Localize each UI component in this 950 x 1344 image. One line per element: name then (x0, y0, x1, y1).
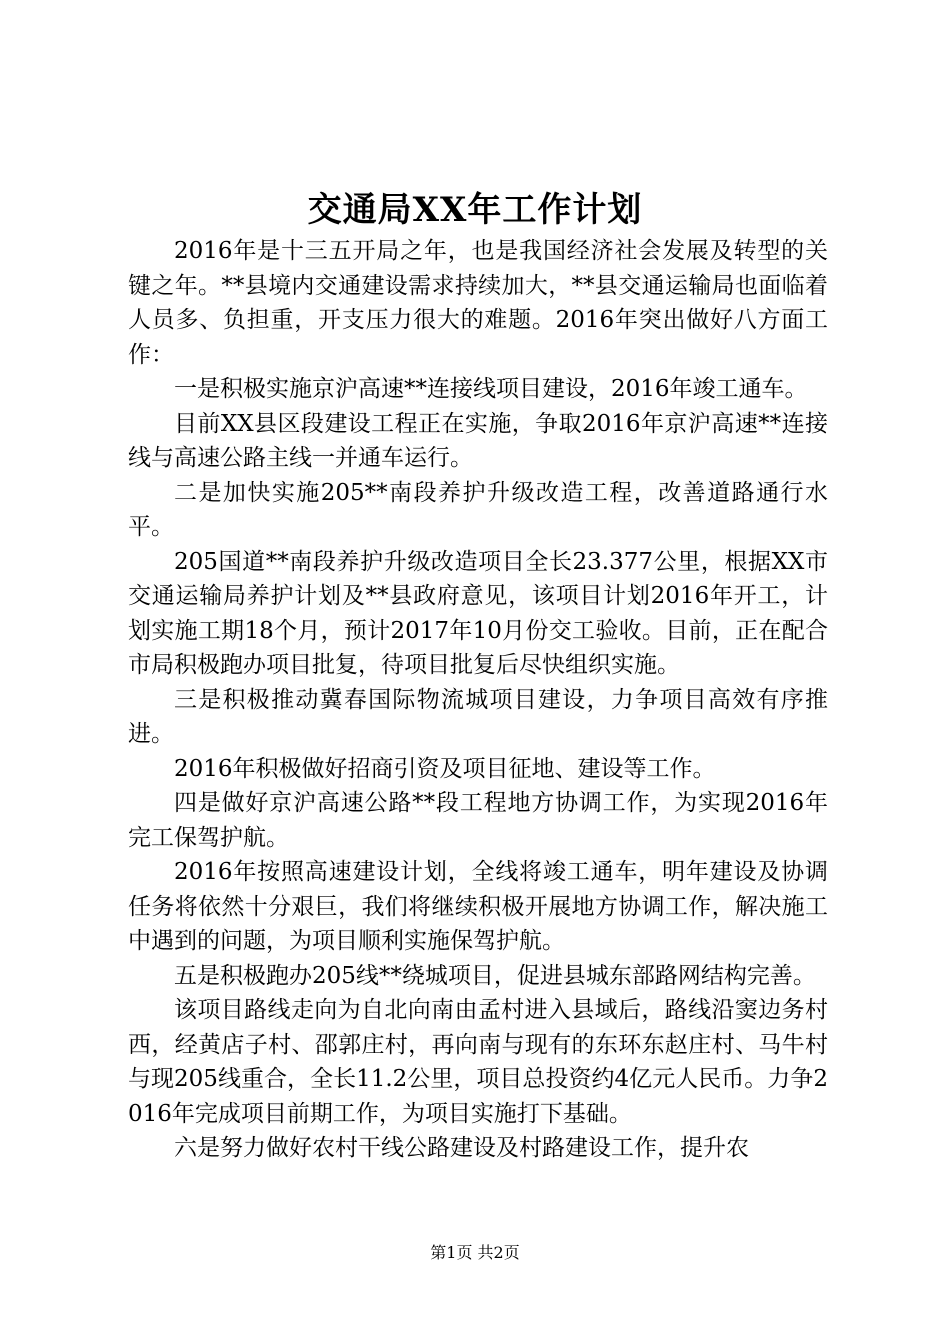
paragraph: 2016年是十三五开局之年，也是我国经济社会发展及转型的关键之年。**县境内交通建设需求持续加大，**县交通运输局也面临着人员多、负担重，开支压力很大的难题。2016年突出做好八方面工作： (128, 238, 828, 368)
document-body (128, 234, 828, 1166)
paragraph: 三是积极推动冀春国际物流城项目建设，力争项目高效有序推进。 (128, 686, 828, 747)
paragraph: 一是积极实施京沪高速**连接线项目建设，2016年竣工通车。 (174, 376, 808, 402)
page-footer: 第1页 共2页 (430, 1243, 520, 1262)
document-title: 交通局XX年工作计划 (307, 190, 643, 230)
paragraph: 2016年按照高速建设计划，全线将竣工通车，明年建设及协调任务将依然十分艰巨，我们将继续积极开展地方协调工作，解决施工中遇到的问题，为项目顺利实施保驾护航。 (128, 859, 828, 954)
paragraph: 205国道**南段养护升级改造项目全长23.377公里，根据XX市交通运输局养护计划及**县政府意见，该项目计划2016年开工，计划实施工期18个月，预计2017年10月份交工验收。目前，正在配合市局积极跑办项目批复，待项目批复后尽快组织实施。 (128, 548, 828, 678)
paragraph: 五是积极跑办205线**绕城项目，促进县城东部路网结构完善。 (174, 962, 816, 989)
paragraph: 二是加快实施205**南段养护升级改造工程，改善道路通行水平。 (128, 479, 828, 540)
paragraph: 目前XX县区段建设工程正在实施，争取2016年京沪高速**连接线与高速公路主线一并通车运行。 (128, 410, 828, 471)
paragraph: 六是努力做好农村干线公路建设及村路建设工作，提升农 (174, 1135, 749, 1161)
paragraph: 2016年积极做好招商引资及项目征地、建设等工作。 (174, 755, 716, 782)
paragraph: 该项目路线走向为自北向南由孟村进入县域后，路线沿窦边务村西，经黄店子村、邵郭庄村，再向南与现有的东环东赵庄村、马牛村与现205线重合，全长11.2公里，项目总投资约4亿元人民币。力争2016年完成项目前期工作，为项目实施打下基础。 (128, 997, 828, 1127)
paragraph: 四是做好京沪高速公路**段工程地方协调工作，为实现2016年完工保驾护航。 (128, 790, 828, 851)
